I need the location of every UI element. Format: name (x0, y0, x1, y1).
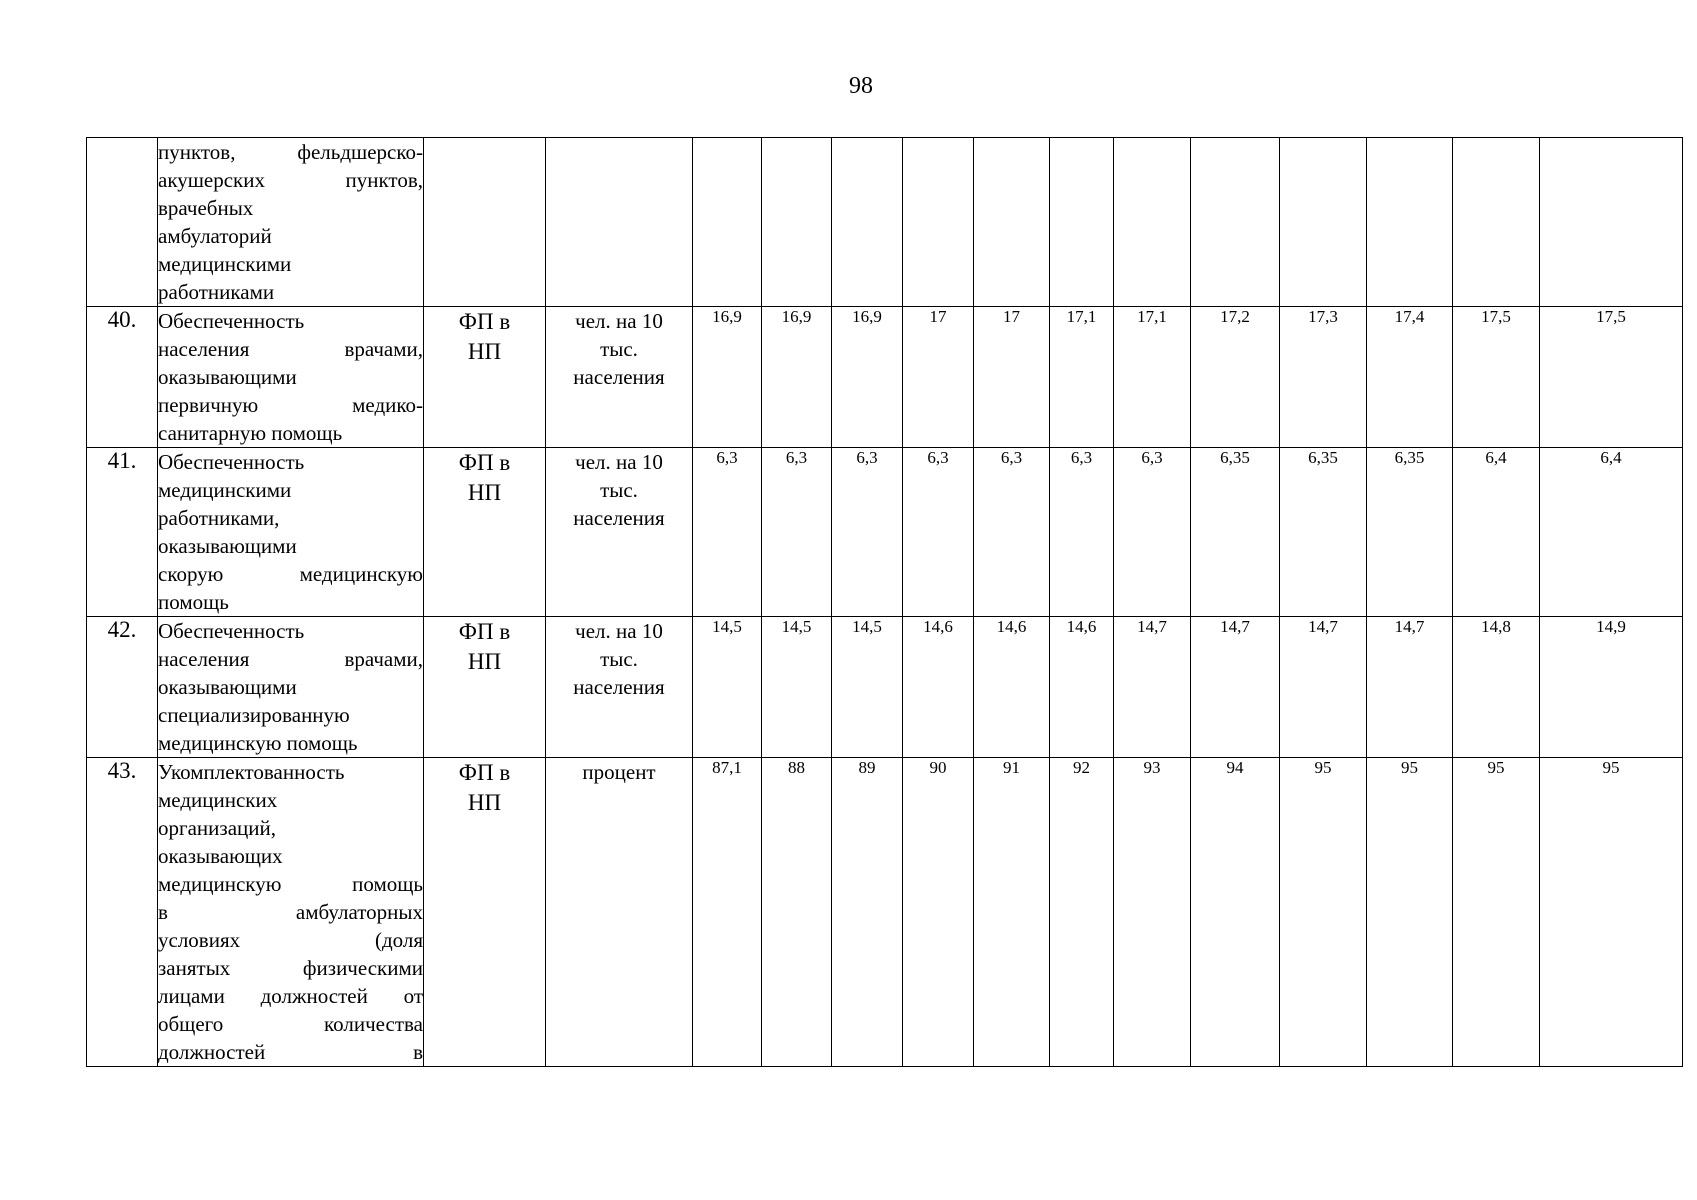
source-line: НП (467, 480, 502, 505)
indicator-name-line: медицинскими (158, 252, 292, 276)
value-cell: 14,9 (1540, 617, 1683, 758)
value-cell: 6,35 (1191, 448, 1280, 617)
value-cell: 16,9 (693, 307, 762, 448)
value-cell: 6,4 (1453, 448, 1540, 617)
value-cell (1367, 138, 1453, 307)
value-cell: 14,7 (1191, 617, 1280, 758)
value-cell: 17 (903, 307, 974, 448)
value-cell: 91 (974, 758, 1050, 1067)
value-cell: 17,2 (1191, 307, 1280, 448)
indicator-name-line: оказывающими (158, 675, 297, 699)
value-cell: 14,6 (903, 617, 974, 758)
indicator-name-line: пунктов, фельдшерско- (158, 140, 423, 164)
source-line: НП (467, 339, 502, 364)
value-cell: 6,35 (1367, 448, 1453, 617)
row-number: 43. (87, 758, 158, 1067)
value-cell (1280, 138, 1367, 307)
value-cell: 95 (1453, 758, 1540, 1067)
indicator-name-line: оказывающими (158, 534, 297, 558)
value-cell: 14,5 (693, 617, 762, 758)
source-line: ФП в (458, 309, 511, 334)
unit-cell (546, 307, 693, 448)
value-cell (974, 138, 1050, 307)
indicator-name-line: Обеспеченность (158, 309, 305, 333)
indicator-name-line: санитарную помощь (158, 421, 343, 445)
indicator-name (158, 448, 424, 617)
value-cell: 6,3 (762, 448, 832, 617)
row-number: 42. (87, 617, 158, 758)
value-cell: 16,9 (832, 307, 903, 448)
value-cell (762, 138, 832, 307)
unit-line: населения (573, 365, 665, 389)
value-cell (903, 138, 974, 307)
value-cell: 95 (1540, 758, 1683, 1067)
indicator-name-line: организаций, (158, 816, 276, 840)
row-number (87, 138, 158, 307)
value-cell: 88 (762, 758, 832, 1067)
value-cell: 95 (1367, 758, 1453, 1067)
source-cell (424, 138, 546, 307)
source-line: ФП в (458, 450, 511, 475)
table-row (87, 617, 1683, 758)
value-cell: 17,4 (1367, 307, 1453, 448)
source-line: ФП в (458, 760, 511, 785)
value-cell: 87,1 (693, 758, 762, 1067)
unit-line: чел. на 10 (575, 619, 663, 643)
value-cell: 93 (1114, 758, 1191, 1067)
indicator-name-line: оказывающих (158, 844, 283, 868)
value-cell: 17 (974, 307, 1050, 448)
indicator-name-line: специализированную (158, 703, 350, 727)
indicator-name-line: медицинских (158, 788, 278, 812)
indicator-name-line: населения врачами, (158, 337, 423, 361)
value-cell: 17,1 (1050, 307, 1114, 448)
indicator-name (158, 758, 424, 1067)
indicator-name (158, 307, 424, 448)
value-cell: 90 (903, 758, 974, 1067)
unit-cell (546, 758, 693, 1067)
value-cell: 14,8 (1453, 617, 1540, 758)
indicator-name-line: медицинскую помощь (158, 872, 423, 896)
value-cell: 94 (1191, 758, 1280, 1067)
unit-cell (546, 617, 693, 758)
indicator-name (158, 617, 424, 758)
value-cell (832, 138, 903, 307)
indicator-name-line: первичную медико- (158, 393, 423, 417)
unit-cell (546, 448, 693, 617)
value-cell: 89 (832, 758, 903, 1067)
value-cell: 6,3 (1114, 448, 1191, 617)
value-cell: 6,3 (693, 448, 762, 617)
indicator-name-line: медицинскую помощь (158, 731, 358, 755)
value-cell: 95 (1280, 758, 1367, 1067)
value-cell: 16,9 (762, 307, 832, 448)
source-cell (424, 617, 546, 758)
value-cell: 14,6 (974, 617, 1050, 758)
unit-line: населения (573, 675, 665, 699)
source-cell (424, 307, 546, 448)
indicators-table (86, 137, 1683, 1067)
indicator-name-line: скорую медицинскую (158, 562, 423, 586)
value-cell: 14,6 (1050, 617, 1114, 758)
indicator-name-line: должностей в (158, 1040, 423, 1064)
indicator-name-line: населения врачами, (158, 647, 423, 671)
indicator-name-line: помощь (158, 590, 229, 614)
indicator-name-line: врачебных (158, 196, 254, 220)
value-cell (693, 138, 762, 307)
value-cell: 6,3 (1050, 448, 1114, 617)
unit-line: процент (582, 760, 656, 784)
value-cell: 17,5 (1453, 307, 1540, 448)
indicator-name-line: лицами должностей от (158, 984, 423, 1008)
indicator-name-line: занятых физическими (158, 956, 423, 980)
indicator-name-line: общего количества (158, 1012, 423, 1036)
value-cell: 14,7 (1280, 617, 1367, 758)
page-number: 98 (849, 73, 873, 99)
unit-line: тыс. (600, 337, 638, 361)
value-cell: 92 (1050, 758, 1114, 1067)
indicator-name-line: акушерских пунктов, (158, 168, 423, 192)
indicator-name-line: работниками, (158, 506, 280, 530)
indicator-name-line: Обеспеченность (158, 450, 305, 474)
source-cell (424, 448, 546, 617)
row-number: 40. (87, 307, 158, 448)
value-cell: 6,3 (974, 448, 1050, 617)
value-cell: 6,3 (832, 448, 903, 617)
unit-cell (546, 138, 693, 307)
indicator-name-line: в амбулаторных (158, 900, 423, 924)
unit-line: чел. на 10 (575, 309, 663, 333)
table-row (87, 138, 1683, 307)
source-cell (424, 758, 546, 1067)
table-row (87, 758, 1683, 1067)
unit-line: тыс. (600, 478, 638, 502)
value-cell: 17,1 (1114, 307, 1191, 448)
indicator-name-line: оказывающими (158, 365, 297, 389)
value-cell: 14,5 (762, 617, 832, 758)
value-cell: 14,7 (1114, 617, 1191, 758)
indicator-name-line: работниками (158, 280, 275, 304)
value-cell: 14,7 (1367, 617, 1453, 758)
indicator-name-line: условиях (доля (158, 928, 423, 952)
value-cell: 14,5 (832, 617, 903, 758)
value-cell: 17,3 (1280, 307, 1367, 448)
value-cell (1540, 138, 1683, 307)
value-cell: 6,3 (903, 448, 974, 617)
source-line: НП (467, 649, 502, 674)
table-row (87, 448, 1683, 617)
unit-line: тыс. (600, 647, 638, 671)
indicator-name-line: Обеспеченность (158, 619, 305, 643)
source-line: НП (467, 790, 502, 815)
indicator-name-line: медицинскими (158, 478, 292, 502)
table-row (87, 307, 1683, 448)
value-cell (1050, 138, 1114, 307)
unit-line: населения (573, 506, 665, 530)
source-line: ФП в (458, 619, 511, 644)
indicator-name-line: амбулаторий (158, 224, 272, 248)
value-cell: 6,4 (1540, 448, 1683, 617)
indicator-name-line: Укомплектованность (158, 760, 345, 784)
value-cell: 6,35 (1280, 448, 1367, 617)
unit-line: чел. на 10 (575, 450, 663, 474)
value-cell (1453, 138, 1540, 307)
value-cell (1191, 138, 1280, 307)
row-number: 41. (87, 448, 158, 617)
value-cell (1114, 138, 1191, 307)
indicator-name (158, 138, 424, 307)
value-cell: 17,5 (1540, 307, 1683, 448)
